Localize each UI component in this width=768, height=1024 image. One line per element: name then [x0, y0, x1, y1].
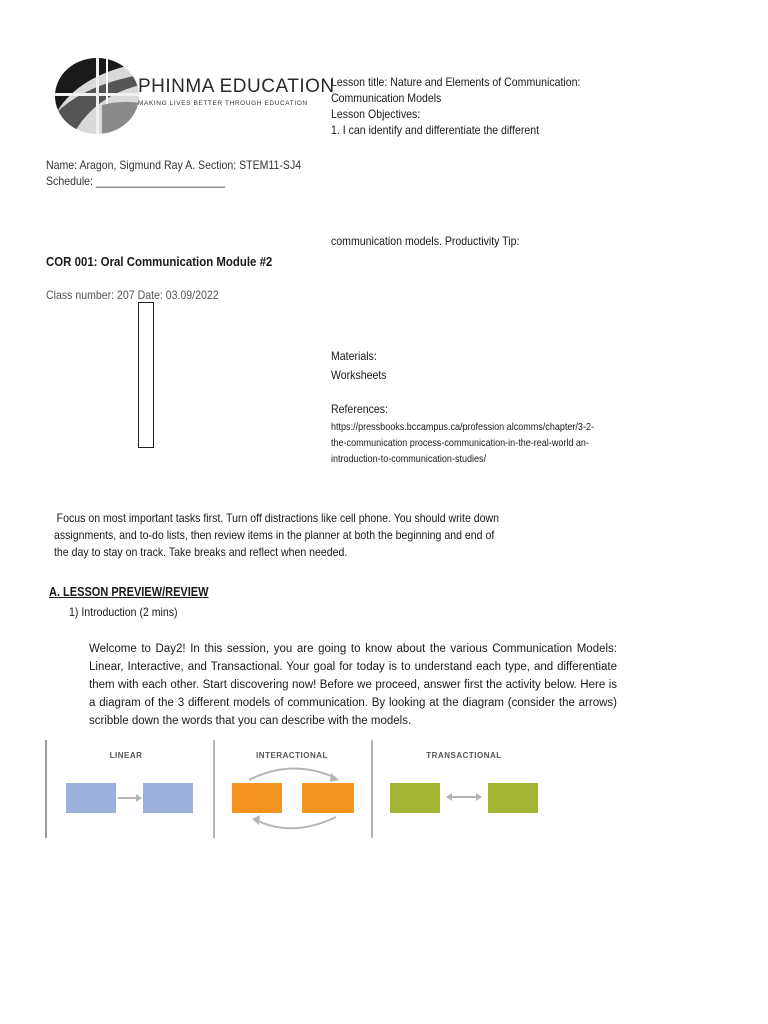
objective-continuation: communication models. Productivity Tip: — [331, 234, 520, 248]
logo-tagline: MAKING LIVES BETTER THROUGH EDUCATION — [138, 100, 308, 107]
student-name-line: Name: Aragon, Sigmund Ray A. Section: STEM11-SJ4 — [46, 158, 302, 172]
lesson-title-line1: Lesson title: Nature and Elements of Communication: — [331, 75, 581, 89]
tip-box — [138, 302, 154, 448]
module-title: COR 001: Oral Communication Module #2 — [46, 254, 273, 269]
references-section — [331, 401, 637, 467]
interactional-label: INTERACTIONAL — [256, 751, 328, 760]
tip-line2: assignments, and to-do lists, then review items in the planner at both the beginning and end of — [54, 528, 495, 542]
reference-link-line2[interactable]: the-communication process-communication-in-the-real-world an- — [331, 437, 589, 449]
materials-value: Worksheets — [331, 368, 387, 382]
lesson-info — [331, 74, 580, 138]
transactional-label: TRANSACTIONAL — [426, 751, 502, 760]
lesson-title-line2: Communication Models — [331, 91, 442, 105]
logo-title: PHINMA EDUCATION — [138, 76, 335, 97]
tip-line1: Focus on most important tasks first. Turn off distractions like cell phone. You should write down — [56, 511, 500, 525]
communication-models-diagram — [44, 740, 560, 840]
productivity-tip — [54, 510, 499, 561]
transactional-left-arrowhead-icon — [446, 793, 452, 801]
interactional-top-arrowhead-icon — [330, 773, 339, 782]
section-a-heading: A. LESSON PREVIEW/REVIEW — [49, 585, 209, 599]
logo-wordmark — [138, 76, 335, 107]
welcome-paragraph: Welcome to Day2! In this session, you are going to know about the various Communication Models: Linear, Interactive, and Transactional. Your goal for today is to understand each type, and differentiate them with each other. Start discovering now! Before we proceed, answer first the activity below. Here is a diagram of the 3 different models of communication. By looking at the diagram (consider the arrows) scribble down the words that you can describe with the models. — [89, 643, 617, 727]
transactional-sender-box — [390, 783, 440, 813]
schedule-line: Schedule: ______________________ — [46, 174, 226, 188]
interactional-bottom-arrowhead-icon — [252, 815, 260, 825]
materials-label: Materials: — [331, 349, 377, 363]
interactional-receiver-box — [302, 783, 354, 813]
linear-receiver-box — [143, 783, 193, 813]
reference-link-line1[interactable]: https://pressbooks.bccampus.ca/profession alcomms/chapter/3-2- — [331, 421, 594, 433]
logo-emblem-icon — [52, 55, 142, 137]
linear-sender-box — [66, 783, 116, 813]
lesson-objectives-label: Lesson Objectives: — [331, 107, 421, 121]
reference-link-line3[interactable]: introduction-to-communication-studies/ — [331, 453, 487, 465]
tip-line3: the day to stay on track. Take breaks and reflect when needed. — [54, 545, 348, 559]
interactional-sender-box — [232, 783, 282, 813]
transactional-right-arrowhead-icon — [476, 793, 482, 801]
student-info — [46, 157, 301, 189]
introduction-label: 1) Introduction (2 mins) — [69, 605, 178, 619]
interactional-bottom-arrow — [256, 817, 336, 828]
interactional-top-arrow — [249, 768, 336, 780]
linear-label: LINEAR — [109, 751, 143, 760]
linear-arrowhead-icon — [136, 794, 142, 802]
materials-section — [331, 347, 387, 385]
lesson-objective-1: 1. I can identify and differentiate the different — [331, 123, 540, 137]
class-number-date: Class number: 207 Date: 03.09/2022 — [46, 288, 219, 302]
references-label: References: — [331, 402, 388, 416]
transactional-receiver-box — [488, 783, 538, 813]
